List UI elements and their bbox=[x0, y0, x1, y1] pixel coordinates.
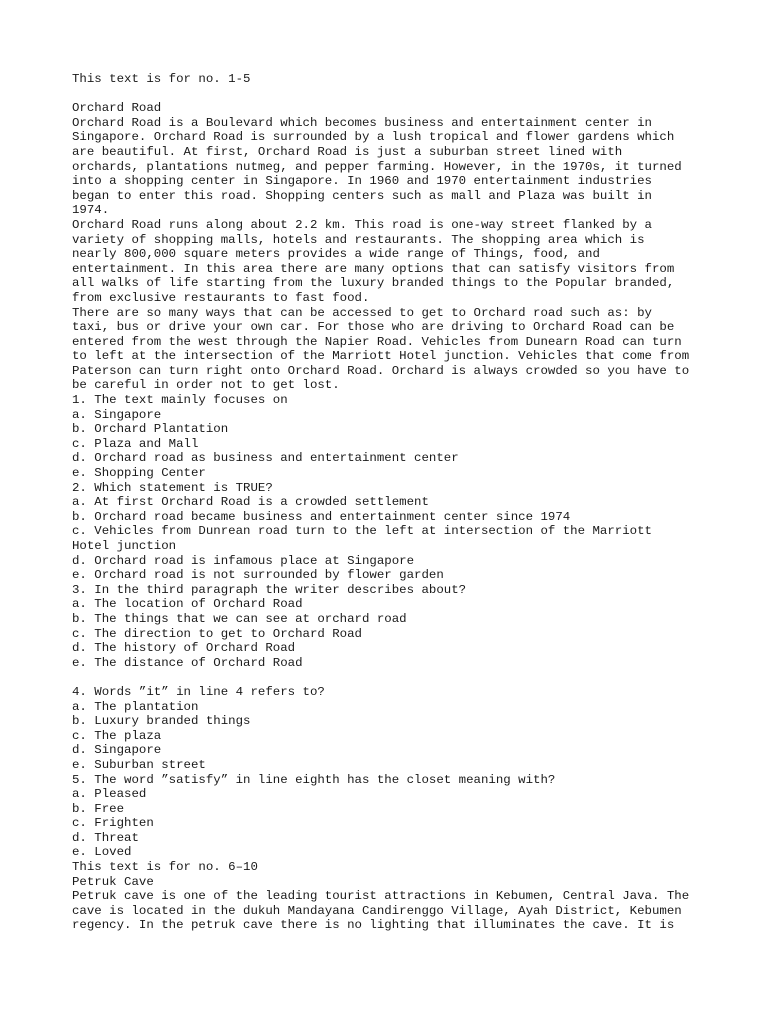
text-line: are beautiful. At first, Orchard Road is just a suburban street lined with bbox=[72, 144, 623, 159]
text-line: d. The history of Orchard Road bbox=[72, 641, 296, 656]
text-line: a. The location of Orchard Road bbox=[72, 597, 303, 612]
text-line: into a shopping center in Singapore. In 1960 and 1970 entertainment industries bbox=[72, 174, 652, 189]
text-line: from exclusive restaurants to fast food. bbox=[72, 290, 370, 305]
text-line: a. At first Orchard Road is a crowded settlement bbox=[72, 495, 429, 510]
text-line: all walks of life starting from the luxury branded things to the Popular branded, bbox=[72, 276, 675, 291]
text-line: This text is for no. 6–10 bbox=[72, 860, 258, 875]
text-line: entertainment. In this area there are many options that can satisfy visitors from bbox=[72, 261, 675, 276]
text-line: 3. In the third paragraph the writer describes about? bbox=[72, 582, 467, 597]
text-line: 5. The word ”satisfy” in line eighth has the closet meaning with? bbox=[72, 772, 556, 787]
text-line: be careful in order not to get lost. bbox=[72, 378, 340, 393]
text-line: variety of shopping malls, hotels and restaurants. The shopping area which is bbox=[72, 232, 645, 247]
text-line: c. Vehicles from Dunrean road turn to the left at intersection of the Marriott bbox=[72, 524, 652, 539]
text-line: c. Frighten bbox=[72, 816, 154, 831]
text-line: c. The plaza bbox=[72, 728, 162, 743]
text-line: Petruk Cave bbox=[72, 874, 154, 889]
text-line: Hotel junction bbox=[72, 539, 177, 553]
document-page bbox=[72, 72, 712, 933]
text-line: c. The direction to get to Orchard Road bbox=[72, 626, 362, 641]
text-line: b. Orchard road became business and entertainment center since 1974 bbox=[72, 509, 571, 524]
text-line: cave is located in the dukuh Mandayana Candirenggo Village, Ayah District, Kebumen bbox=[72, 903, 682, 918]
text-line: This text is for no. 1-5 bbox=[72, 72, 251, 86]
text-line: d. Threat bbox=[72, 830, 139, 845]
text-line: taxi, bus or drive your own car. For those who are driving to Orchard Road can be bbox=[72, 320, 675, 335]
text-line: 1. The text mainly focuses on bbox=[72, 393, 288, 408]
text-line: Orchard Road bbox=[72, 101, 162, 116]
text-line: b. Orchard Plantation bbox=[72, 422, 229, 437]
text-line: nearly 800,000 square meters provides a wide range of Things, food, and bbox=[72, 247, 600, 262]
text-line: b. The things that we can see at orchard road bbox=[72, 611, 407, 626]
blank-line bbox=[72, 87, 712, 102]
text-line: 4. Words ”it” in line 4 refers to? bbox=[72, 684, 325, 699]
text-line: began to enter this road. Shopping centers such as mall and Plaza was built in bbox=[72, 188, 652, 203]
text-line: e. Loved bbox=[72, 845, 132, 860]
text-line: Petruk cave is one of the leading tourist attractions in Kebumen, Central Java. The bbox=[72, 889, 690, 904]
text-line: c. Plaza and Mall bbox=[72, 436, 199, 451]
text-line: a. The plantation bbox=[72, 699, 199, 714]
text-line: Orchard Road is a Boulevard which becomes business and entertainment center in bbox=[72, 115, 652, 130]
text-line: to left at the intersection of the Marriott Hotel junction. Vehicles that come from bbox=[72, 349, 690, 364]
text-line: Paterson can turn right onto Orchard Road. Orchard is always crowded so you have to bbox=[72, 363, 690, 378]
text-line: a. Singapore bbox=[72, 407, 162, 422]
text-line: e. The distance of Orchard Road bbox=[72, 655, 303, 670]
text-line: d. Singapore bbox=[72, 743, 162, 758]
text-line: a. Pleased bbox=[72, 787, 147, 802]
text-line: d. Orchard road as business and entertainment center bbox=[72, 451, 459, 466]
text-line: b. Free bbox=[72, 801, 125, 816]
text-line: Singapore. Orchard Road is surrounded by a lush tropical and flower gardens which bbox=[72, 130, 675, 145]
text-line: There are so many ways that can be accessed to get to Orchard road such as: by bbox=[72, 305, 652, 320]
text-line: e. Shopping Center bbox=[72, 466, 206, 481]
text-line: e. Suburban street bbox=[72, 757, 206, 772]
text-line: entered from the west through the Napier Road. Vehicles from Dunearn Road can turn bbox=[72, 334, 682, 349]
text-line: orchards, plantations nutmeg, and pepper farming. However, in the 1970s, it turned bbox=[72, 159, 682, 174]
blank-line bbox=[72, 670, 712, 685]
text-line: 2. Which statement is TRUE? bbox=[72, 480, 273, 495]
text-line: 1974. bbox=[72, 203, 110, 218]
text-line: regency. In the petruk cave there is no lighting that illuminates the cave. It is bbox=[72, 918, 675, 933]
text-line: Orchard Road runs along about 2.2 km. This road is one-way street flanked by a bbox=[72, 217, 652, 232]
text-line: e. Orchard road is not surrounded by flower garden bbox=[72, 568, 444, 583]
text-line: d. Orchard road is infamous place at Singapore bbox=[72, 553, 415, 568]
text-line: b. Luxury branded things bbox=[72, 714, 251, 729]
